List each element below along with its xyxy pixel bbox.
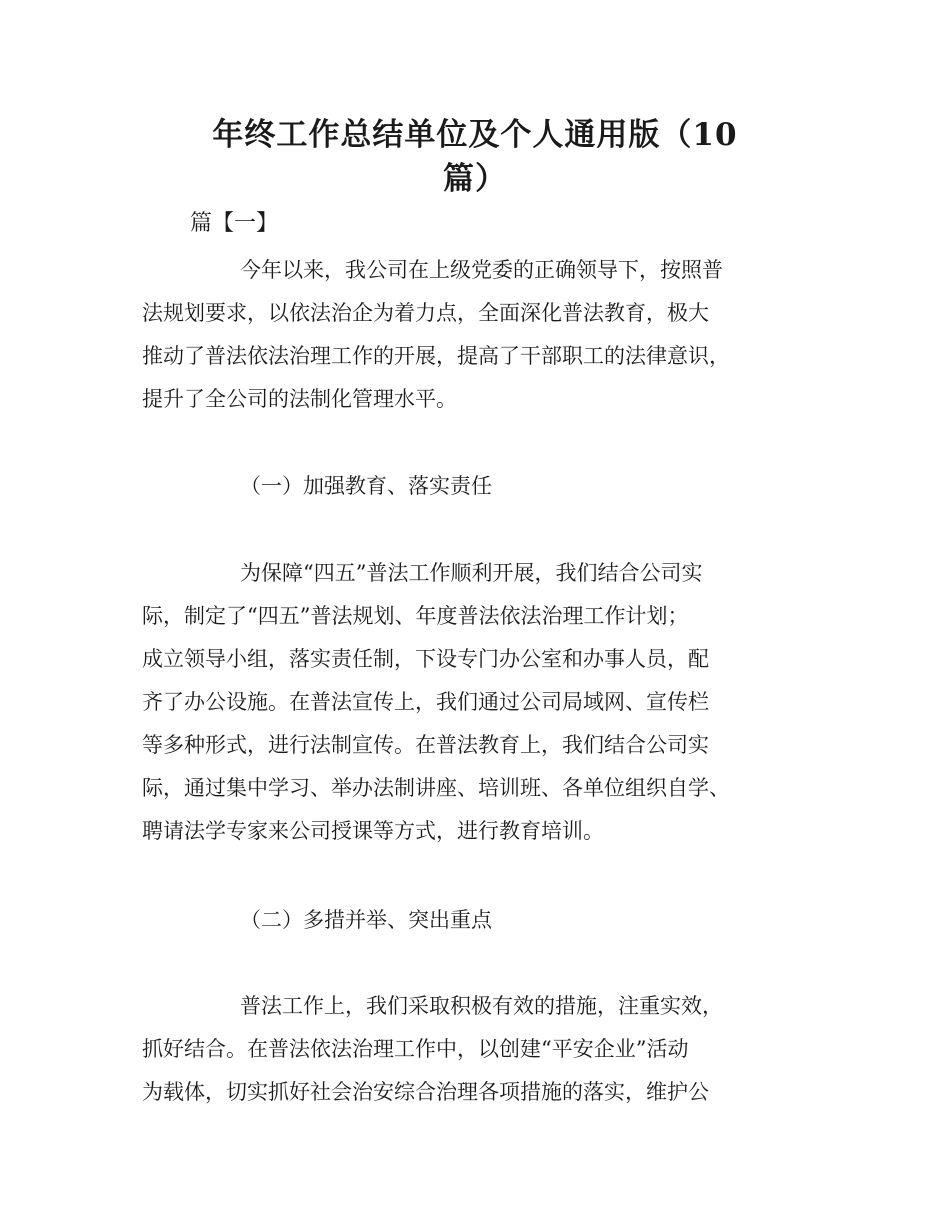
- paragraph-line: 普法工作上，我们采取积极有效的措施，注重实效，: [240, 994, 723, 1018]
- section-heading-1: （一）加强教育、落实责任: [240, 474, 492, 498]
- paragraph-line: 为保障“四五”普法工作顺利开展，我们结合公司实: [240, 561, 703, 585]
- paragraph-line: 聘请法学专家来公司授课等方式，进行教育培训。: [142, 819, 604, 843]
- paragraph-2: [142, 552, 832, 853]
- paragraph-3: [142, 985, 832, 1114]
- paragraph-line: 提升了全公司的法制化管理水平。: [142, 387, 457, 411]
- paragraph-line: 成立领导小组，落实责任制，下设专门办公室和办事人员，配: [142, 647, 709, 671]
- title-text-1: 年终工作总结单位及个人通用版（10: [212, 117, 738, 153]
- paragraph-line: 为载体，切实抓好社会治安综合治理各项措施的落实，维护公: [142, 1080, 709, 1104]
- chapter-label: 篇【一】: [190, 211, 279, 236]
- paragraph-line: 法规划要求，以依法治企为着力点，全面深化普法教育，极大: [142, 301, 709, 325]
- title-text-2: 篇）: [443, 161, 507, 197]
- paragraph-line: 等多种形式，进行法制宣传。在普法教育上，我们结合公司实: [142, 733, 709, 757]
- paragraph-line: 际，通过集中学习、举办法制讲座、培训班、各单位组织自学、: [142, 776, 730, 800]
- document-title-line-1: [140, 113, 810, 157]
- paragraph-line: 推动了普法依法治理工作的开展，提高了干部职工的法律意识，: [142, 344, 730, 368]
- paragraph-1: [142, 249, 832, 421]
- paragraph-line: 今年以来，我公司在上级党委的正确领导下，按照普: [240, 258, 723, 282]
- document-title-line-2: [140, 157, 810, 201]
- paragraph-line: 际，制定了“四五”普法规划、年度普法依法治理工作计划；: [142, 604, 689, 628]
- section-heading-2: （二）多措并举、突出重点: [240, 908, 492, 932]
- paragraph-line: 齐了办公设施。在普法宣传上，我们通过公司局域网、宣传栏: [142, 690, 709, 714]
- paragraph-line: 抓好结合。在普法依法治理工作中，以创建“平安企业”活动: [142, 1037, 689, 1061]
